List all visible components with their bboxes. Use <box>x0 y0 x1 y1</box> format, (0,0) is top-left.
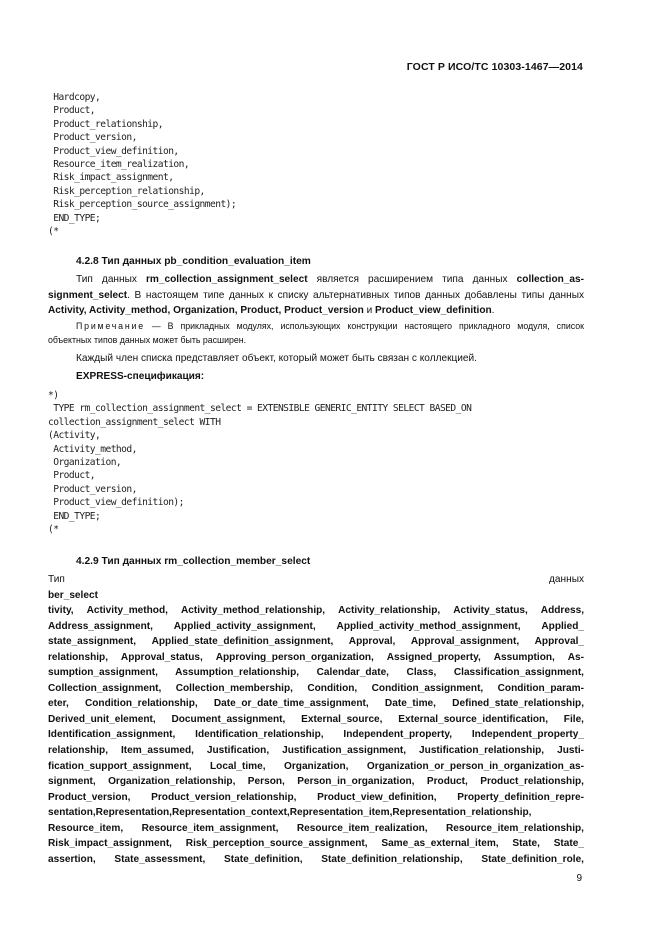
code-line: Product_view_definition); <box>48 497 184 509</box>
express-code-block-1 <box>48 91 236 238</box>
code-line: *) <box>48 390 59 401</box>
code-line: Product, <box>48 470 96 482</box>
express-spec-label: EXPRESS-спецификация: <box>76 371 205 382</box>
paragraph-line: signment, Organization_relationship, Person, Person_in_organization, Product, Product_relationship, <box>48 776 584 788</box>
paragraph-line: Collection_assignment, Collection_membership, Condition, Condition_assignment, Condition_param- <box>48 682 584 694</box>
express-code-block-2 <box>48 389 471 536</box>
code-line: Hardcopy, <box>48 92 101 103</box>
paragraph-line: Derived_unit_element, Document_assignment, External_source, External_source_identification, File, <box>48 713 584 725</box>
note-label: Примечание <box>76 321 145 331</box>
section-4-2-9-paragraph <box>48 572 584 867</box>
member-description: Каждый член списка представляет объект, который может быть связан с коллекцией. <box>76 353 477 364</box>
code-line: Resource_item_realization, <box>48 158 190 170</box>
paragraph-line: sentation,Representation,Representation_context,Representation_item,Representation_relationship, <box>48 807 532 819</box>
page-number: 9 <box>576 873 582 884</box>
paragraph-line: ber_select <box>48 589 98 601</box>
paragraph-line: relationship, Approval_status, Approving_person_organization, Assigned_property, Assumption, As- <box>48 651 584 663</box>
code-line: (* <box>48 523 59 535</box>
code-line: Risk_perception_relationship, <box>48 185 205 197</box>
code-line: END_TYPE; <box>48 510 101 522</box>
paragraph-line: state_assignment, Applied_state_definition_assignment, Approval, Approval_assignment, Approval_ <box>48 636 584 648</box>
code-line: Product_relationship, <box>48 118 163 130</box>
code-line: (* <box>48 225 59 237</box>
paragraph-line: Тип данных <box>48 574 584 585</box>
document-header: ГОСТ Р ИСО/ТС 10303-1467—2014 <box>406 61 583 73</box>
code-line: Product_version, <box>48 132 137 144</box>
code-line: (Activity, <box>48 430 101 442</box>
paragraph-line: tivity, Activity_method, Activity_method_relationship, Activity_relationship, Activity_status, Address, <box>48 605 584 617</box>
paragraph-line: Product_version, Product_version_relationship, Product_view_definition, Property_definition_repre- <box>48 791 584 803</box>
paragraph-line: Risk_impact_assignment, Risk_perception_source_assignment, Same_as_external_item, State, State_ <box>48 838 584 850</box>
section-heading-4-2-9: 4.2.9 Тип данных rm_collection_member_select <box>76 556 311 567</box>
code-line: collection_assignment_select WITH <box>48 416 221 428</box>
code-line: Risk_perception_source_assignment); <box>48 199 237 211</box>
code-line: Product_version, <box>48 483 137 495</box>
code-line: Organization, <box>48 456 122 468</box>
code-line: TYPE rm_collection_assignment_select = EXTENSIBLE GENERIC_ENTITY SELECT BASED_ON <box>48 403 472 415</box>
note: Примечание — В прикладных модулях, использующих конструкции настоящего прикладного модуля, список объектных типов данных может быть расширен. <box>48 321 584 345</box>
code-line: Activity_method, <box>48 443 137 455</box>
paragraph-line: Address_assignment, Applied_activity_assignment, Applied_activity_method_assignment, Applied_ <box>48 620 584 632</box>
paragraph-line: assertion, State_assessment, State_definition, State_definition_relationship, State_definition_role, <box>48 853 584 865</box>
code-line: Product_view_definition, <box>48 145 179 157</box>
section-heading-4-2-8: 4.2.8 Тип данных pb_condition_evaluation_item <box>76 256 311 267</box>
paragraph-line: relationship, Item_assumed, Justification, Justification_assignment, Justification_relationship, Justi- <box>48 745 584 757</box>
code-line: Product, <box>48 105 96 117</box>
paragraph-line: fication_support_assignment, Local_time, Organization, Organization_or_person_in_organization_as- <box>48 760 584 772</box>
paragraph-line: eter, Condition_relationship, Date_or_date_time_assignment, Date_time, Defined_state_relationship, <box>48 698 584 710</box>
code-line: END_TYPE; <box>48 212 101 224</box>
paragraph-line: Identification_assignment, Identification_relationship, Independent_property, Independent_property_ <box>48 729 584 741</box>
paragraph-line: Resource_item, Resource_item_assignment, Resource_item_realization, Resource_item_relationship, <box>48 822 584 834</box>
paragraph-line: sumption_assignment, Assumption_relationship, Calendar_date, Class, Classification_assignment, <box>48 667 584 679</box>
section-4-2-8-paragraph: Тип данных rm_collection_assignment_select является расширением типа данных collection_as-signment_select. В настоящем типе данных к списку альтернативных типов данных добавлены типы данных Activity, Activity_method, Organization, Product, Product_version и Product_view_definition. <box>48 274 584 317</box>
code-line: Risk_impact_assignment, <box>48 172 174 184</box>
